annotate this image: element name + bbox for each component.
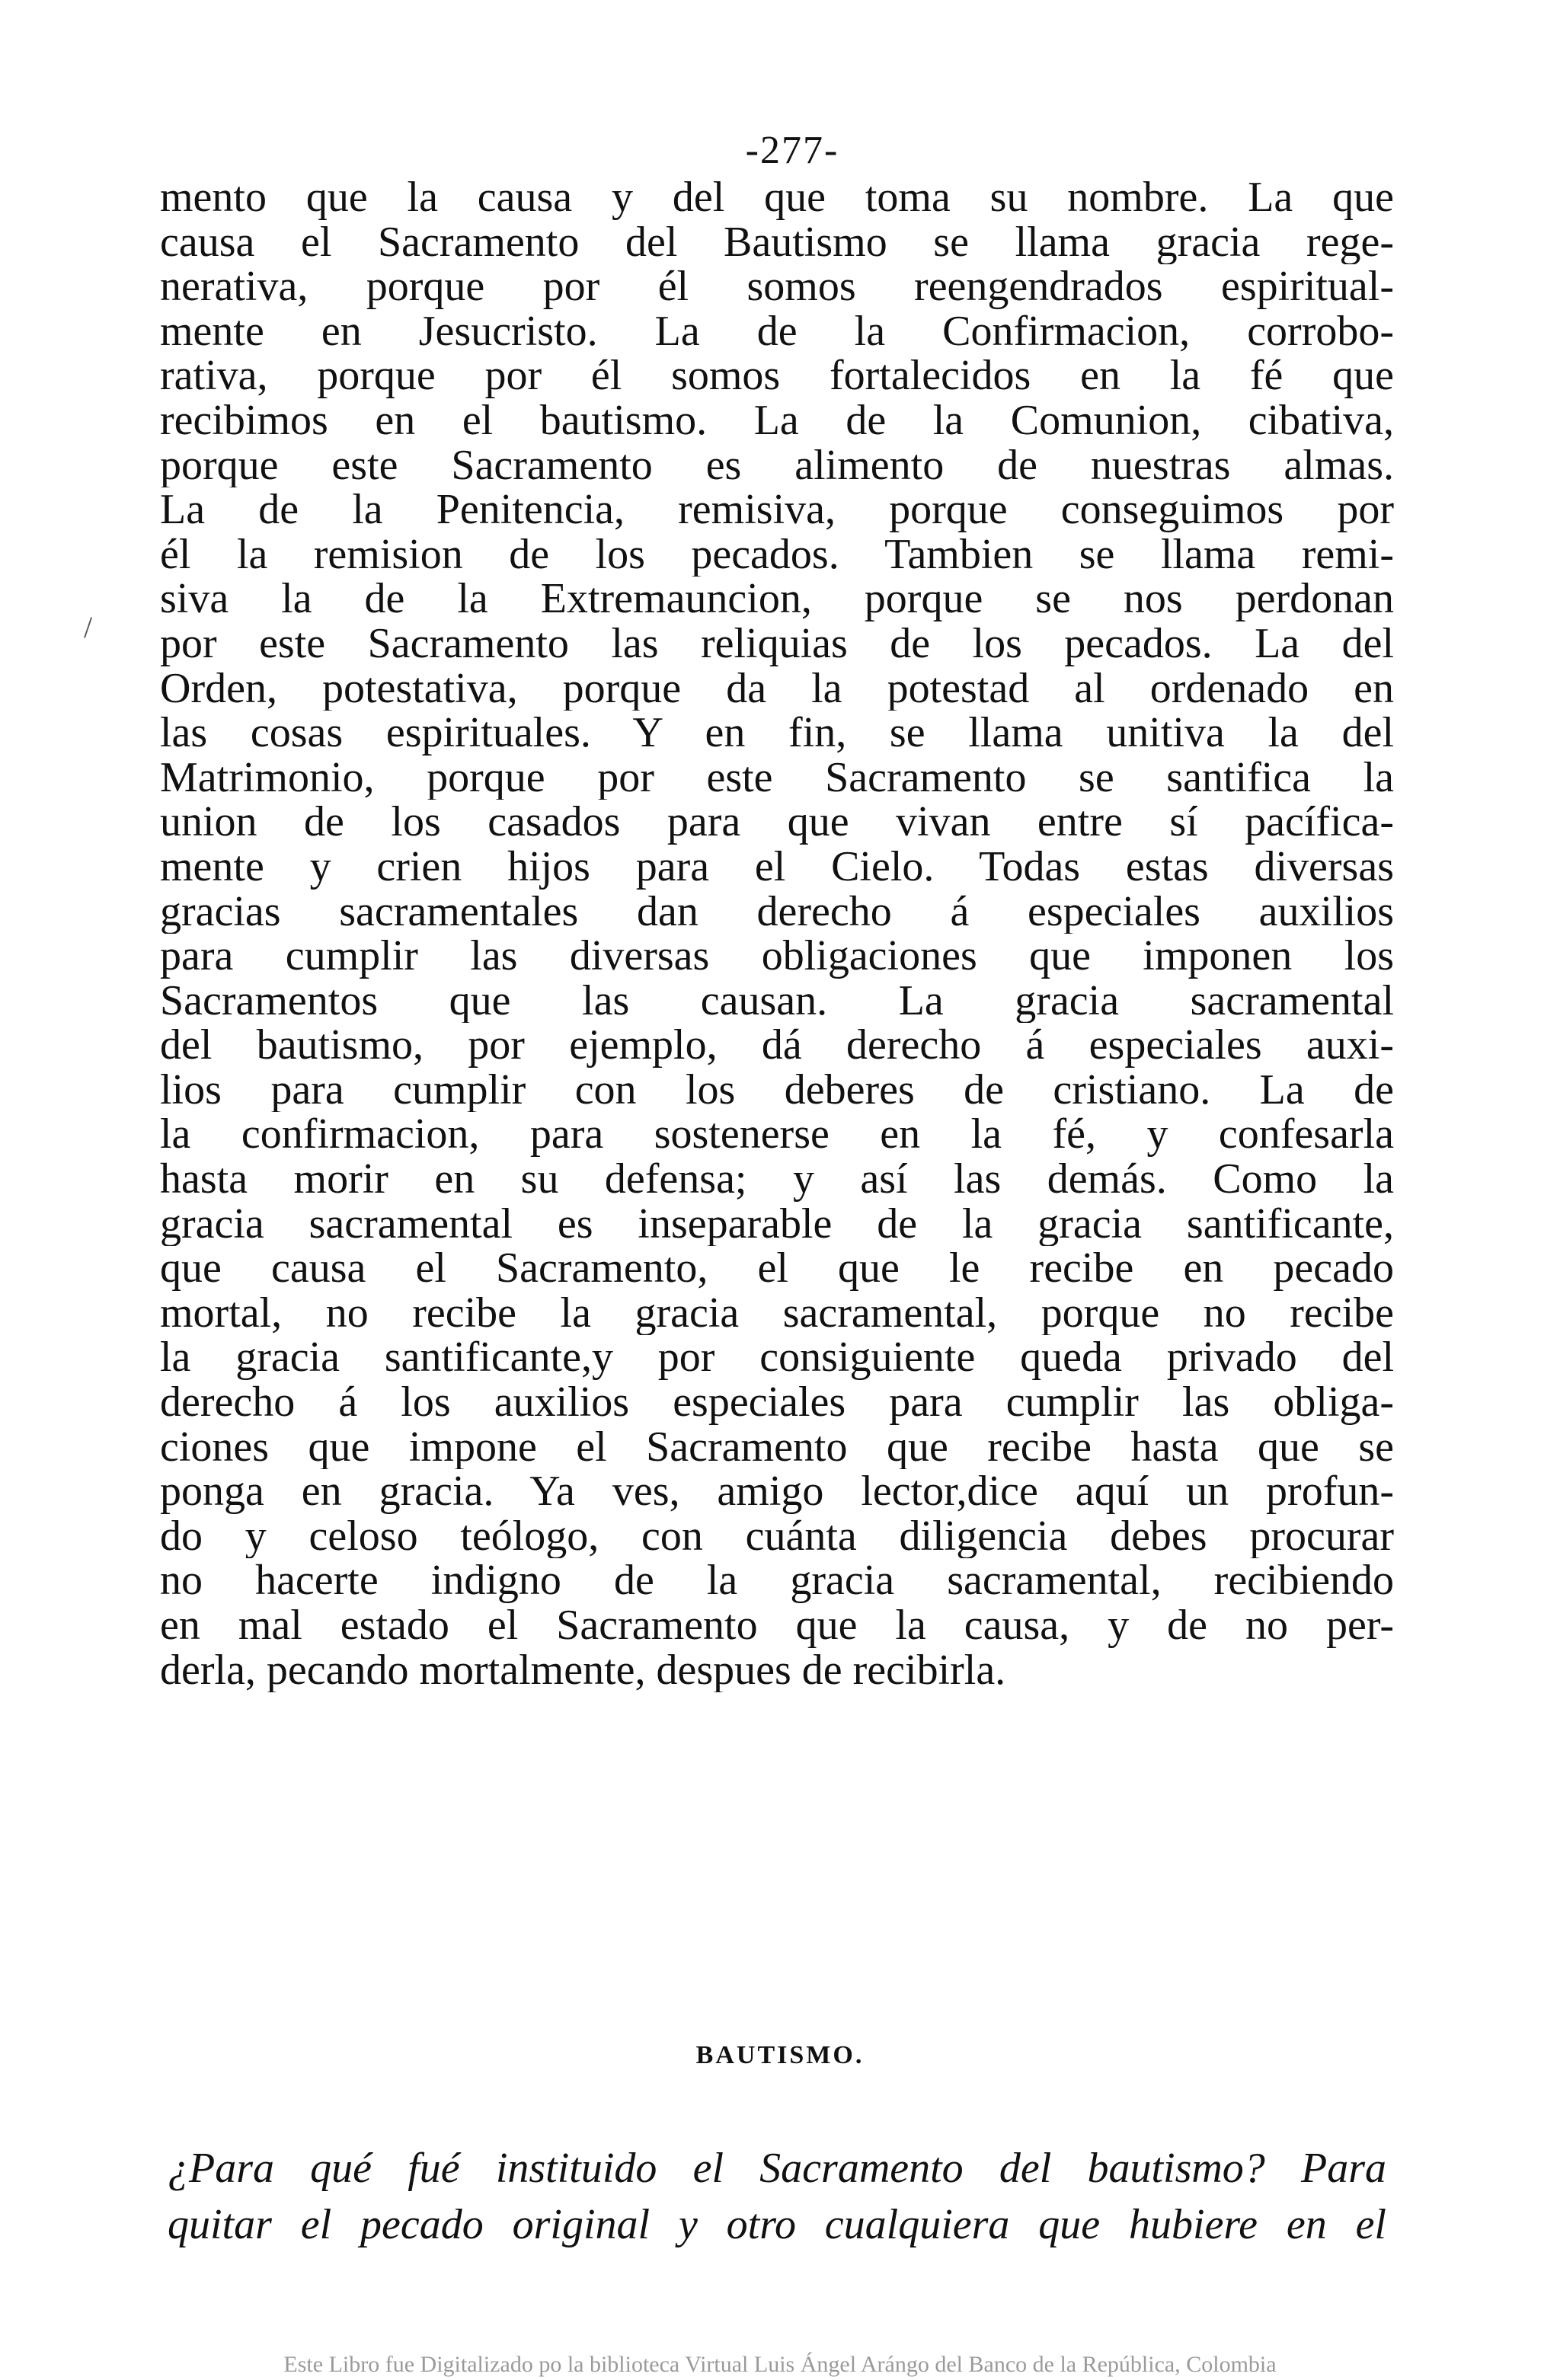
question-text (168, 2140, 1386, 2253)
text-line: mente y crien hijos para el Cielo. Todas estas diversas (160, 844, 1394, 890)
text-line: no hacerte indigno de la gracia sacramental, recibiendo (160, 1558, 1394, 1603)
text-line: la confirmacion, para sostenerse en la fé, y confesarla (160, 1112, 1394, 1158)
text-line: La de la Penitencia, remisiva, porque conseguimos por (160, 487, 1394, 532)
text-line: derla, pecando mortalmente, despues de recibirla. (160, 1647, 1006, 1693)
question-line: ¿Para qué fué instituido el Sacramento del bautismo? Para (168, 2145, 1386, 2192)
text-line: ponga en gracia. Ya ves, amigo lector,dice aquí un profun- (160, 1469, 1394, 1514)
section-heading: BAUTISMO. (695, 2041, 865, 2069)
margin-mark: / (84, 610, 93, 644)
text-line: mente en Jesucristo. La de la Confirmacion, corrobo- (160, 308, 1394, 354)
page-number: -277- (745, 129, 839, 172)
text-line: mortal, no recibe la gracia sacramental, porque no recibe (160, 1290, 1394, 1336)
text-line: Orden, potestativa, porque da la potestad al ordenado en (160, 666, 1394, 711)
text-line: mento que la causa y del que toma su nombre. La que (160, 175, 1394, 220)
text-line: las cosas espirituales. Y en fin, se llama unitiva la del (160, 711, 1394, 756)
text-line: causa el Sacramento del Bautismo se llama gracia rege- (160, 219, 1394, 265)
text-line: la gracia santificante,y por consiguiente queda privado del (160, 1335, 1394, 1381)
text-line: union de los casados para que vivan entre sí pacífica- (160, 800, 1394, 845)
text-line: en mal estado el Sacramento que la causa, y de no per- (160, 1603, 1394, 1648)
text-line: hasta morir en su defensa; y así las demás. Como la (160, 1157, 1394, 1202)
text-line: gracias sacramentales dan derecho á especiales auxilios (160, 889, 1394, 934)
question-line: quitar el pecado original y otro cualquiera que hubiere en el (168, 2201, 1386, 2248)
text-line: nerativa, porque por él somos reengendrados espiritual- (160, 264, 1394, 309)
text-line: rativa, porque por él somos fortalecidos en la fé que (160, 353, 1394, 398)
body-text (160, 175, 1394, 1692)
text-line: él la remision de los pecados. Tambien se llama remi- (160, 532, 1394, 577)
text-line: do y celoso teólogo, con cuánta diligencia debes procurar (160, 1513, 1394, 1559)
text-line: recibimos en el bautismo. La de la Comunion, cibativa, (160, 398, 1394, 443)
text-line: ciones que impone el Sacramento que recibe hasta que se (160, 1424, 1394, 1470)
text-line: por este Sacramento las reliquias de los pecados. La del (160, 621, 1394, 666)
text-line: para cumplir las diversas obligaciones que imponen los (160, 934, 1394, 979)
text-line: del bautismo, por ejemplo, dá derecho á especiales auxi- (160, 1023, 1394, 1068)
text-line: Matrimonio, porque por este Sacramento se santifica la (160, 755, 1394, 800)
text-line: gracia sacramental es inseparable de la gracia santificante, (160, 1201, 1394, 1247)
text-line: porque este Sacramento es alimento de nuestras almas. (160, 442, 1394, 488)
digitization-footer: Este Libro fue Digitalizado po la biblioteca Virtual Luis Ángel Arángo del Banco de la República, Colombia (283, 2352, 1277, 2377)
text-line: que causa el Sacramento, el que le recibe en pecado (160, 1246, 1394, 1291)
text-line: derecho á los auxilios especiales para cumplir las obliga- (160, 1380, 1394, 1425)
text-line: lios para cumplir con los deberes de cristiano. La de (160, 1067, 1394, 1113)
text-line: Sacramentos que las causan. La gracia sacramental (160, 978, 1394, 1024)
text-line: siva la de la Extremauncion, porque se nos perdonan (160, 577, 1394, 621)
